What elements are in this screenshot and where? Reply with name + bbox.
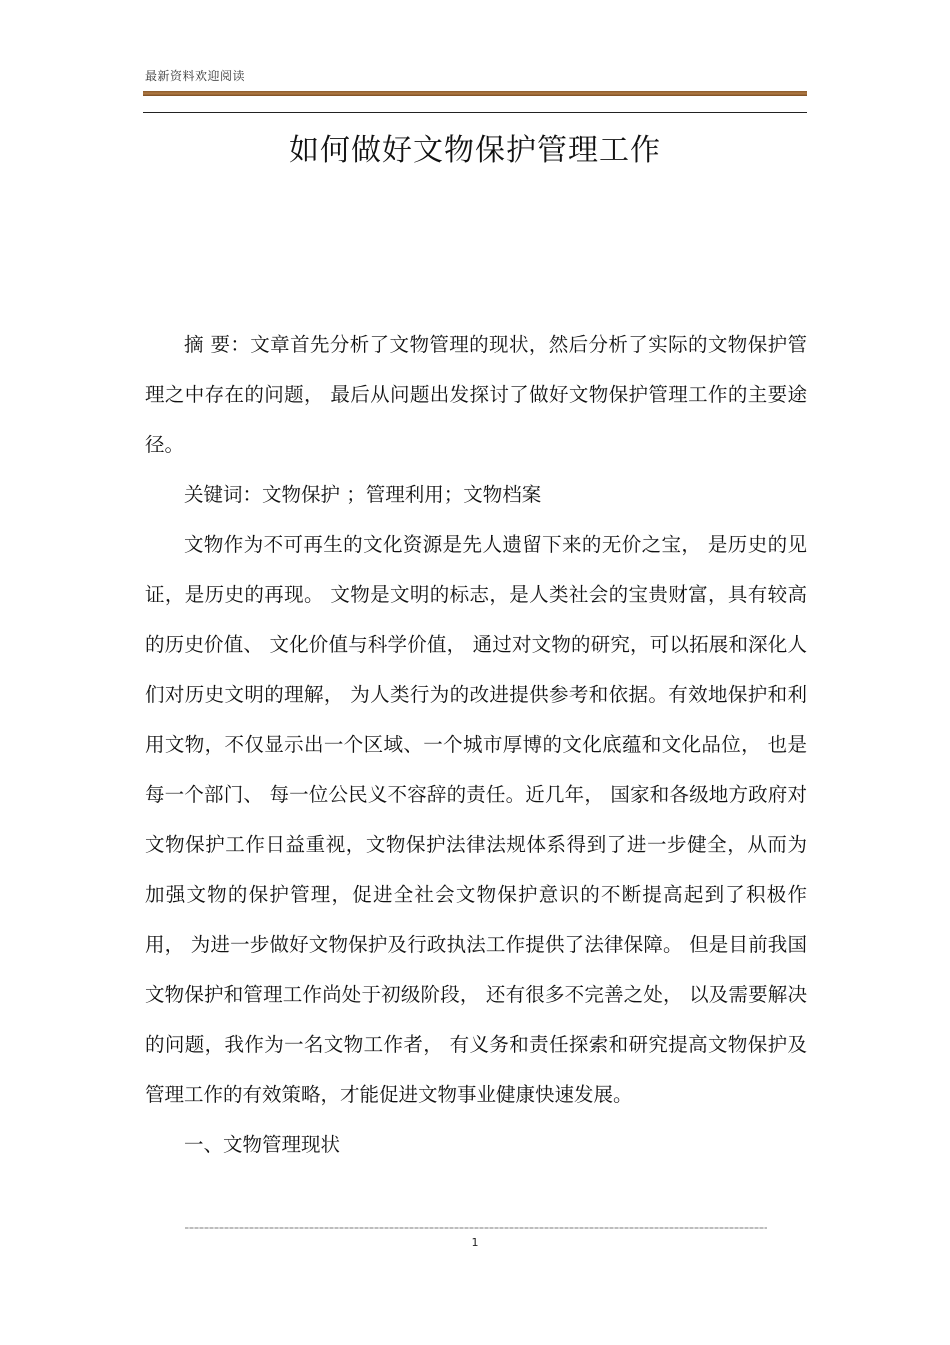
body-paragraph: 文物作为不可再生的文化资源是先人遗留下来的无价之宝， 是历史的见证，是历史的再现。 文物是文明的标志，是人类社会的宝贵财富，具有较高的历史价值、 文化价值与科学价值， 通过对文物的研究，可以拓展和深化人们对历史文明的理解， 为人类行为的改进提供参考和依据。有效地保护和利用文物，不仅显示出一个区域、一个城市厚博的文化底蕴和文化品位， 也是每一个部门、 每一位公民义不容辞的责任。近几年， 国家和各级地方政府对文物保护工作日益重视，文物保护法律法规体系得到了进一步健全，从而为加强文物的保护管理，促进全社会文物保护意识的不断提高起到了积极作用， 为进一步做好文物保护及行政执法工作提供了法律保障。 但是目前我国文物保护和管理工作尚处于初级阶段， 还有很多不完善之处， 以及需要解决的问题，我作为一名文物工作者， 有义务和责任探索和研究提高文物保护及管理工作的有效策略，才能促进文物事业健康快速发展。 bbox=[145, 533, 807, 1106]
footer-rule bbox=[185, 1227, 767, 1229]
document-body bbox=[145, 320, 807, 1170]
header-rule-thin bbox=[143, 112, 807, 113]
running-header: 最新资料欢迎阅读 bbox=[145, 69, 246, 83]
section-heading: 一、文物管理现状 bbox=[184, 1133, 341, 1156]
page-number: 1 bbox=[471, 1236, 479, 1249]
keywords-paragraph: 关键词：文物保护 ；管理利用；文物档案 bbox=[184, 483, 542, 506]
abstract-paragraph: 摘 要：文章首先分析了文物管理的现状，然后分析了实际的文物保护管理之中存在的问题， 最后从问题出发探讨了做好文物保护管理工作的主要途径。 bbox=[145, 333, 807, 456]
document-title: 如何做好文物保护管理工作 bbox=[289, 133, 661, 168]
header-rule-thick bbox=[143, 91, 807, 96]
